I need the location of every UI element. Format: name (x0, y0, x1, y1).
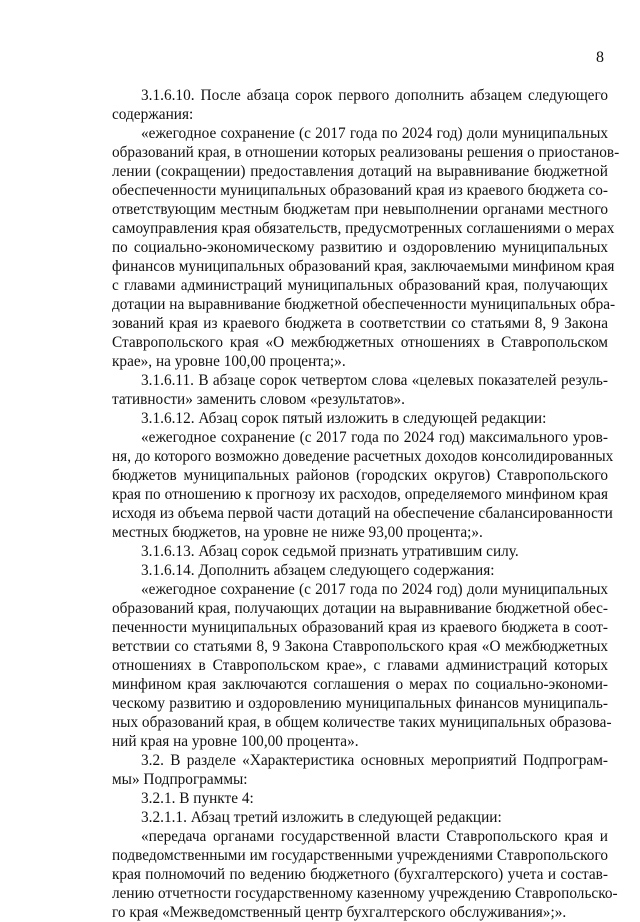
text-line: Ставропольского края «О межбюджетных отношениях в Ставропольском (112, 334, 608, 351)
text-line: лении (сокращении) предоставления дотаций на выравнивание бюджетной (112, 163, 608, 180)
text-line: мы» Подпрограммы: (112, 771, 248, 788)
text-line: «передача органами государственной власти Ставропольского края и (141, 828, 608, 845)
text-line: отношениях в Ставропольском крае», с главами администраций которых (112, 657, 608, 674)
text-line: по социально-экономическому развитию и оздоровлению муниципальных (112, 239, 608, 256)
text-line: «ежегодное сохранение (с 2017 года по 2024 год) максимального уров- (141, 429, 608, 446)
text-line: 3.1.6.13. Абзац сорок седьмой признать утратившим силу. (141, 543, 519, 560)
text-line: крае», на уровне 100,00 процента;». (112, 353, 346, 370)
text-line: ческому развитию и оздоровлению муниципальных финансов муниципаль- (112, 695, 608, 712)
text-line: исходя из объема первой части дотаций на обеспечение сбалансированности (112, 505, 613, 522)
text-line: ний края на уровне 100,00 процента». (112, 733, 359, 750)
text-line: края по отношению к прогнозу их расходов, определяемого минфином края (112, 486, 608, 503)
text-line: го края «Межведомственный центр бухгалтерского обслуживания»;». (112, 904, 567, 921)
text-line: обеспеченности муниципальных образований края из краевого бюджета со- (112, 182, 608, 199)
text-line: 3.2.1. В пункте 4: (141, 790, 254, 807)
text-line: с главами администраций муниципальных образований края, получающих (112, 277, 608, 294)
text-line: 3.2. В разделе «Характеристика основных мероприятий Подпрограм- (141, 752, 608, 769)
text-line: образований края, в отношении которых реализованы решения о приостанов- (112, 144, 620, 161)
text-line: края полномочий по ведению бюджетного (бухгалтерского) учета и состав- (112, 866, 608, 883)
text-line: 3.1.6.10. После абзаца сорок первого дополнить абзацем следующего (141, 87, 608, 104)
text-line: 3.2.1.1. Абзац третий изложить в следующей редакции: (141, 809, 502, 826)
text-line: лению отчетности государственному казенному учреждению Ставропольско- (112, 885, 618, 902)
text-line: «ежегодное сохранение (с 2017 года по 2024 год) доли муниципальных (141, 581, 608, 598)
text-line: бюджетов муниципальных районов (городских округов) Ставропольского (112, 467, 608, 484)
text-line: ных образований края, в общем количестве таких муниципальных образова- (112, 714, 612, 731)
text-line: подведомственными им государственными учреждениями Ставропольского (112, 847, 608, 864)
text-line: самоуправления края обязательств, предусмотренных соглашениями о мерах (112, 220, 615, 237)
text-line: 3.1.6.14. Дополнить абзацем следующего содержания: (141, 562, 495, 579)
text-line: «ежегодное сохранение (с 2017 года по 2024 год) доли муниципальных (141, 125, 608, 142)
text-line: содержания: (112, 106, 194, 123)
text-line: тативности» заменить словом «результатов». (112, 391, 406, 408)
text-line: финансов муниципальных образований края, заключаемыми минфином края (112, 258, 615, 275)
text-line: местных бюджетов, на уровне не ниже 93,00 процента;». (112, 524, 483, 541)
text-line: зований края из краевого бюджета в соответствии со статьями 8, 9 Закона (112, 315, 608, 332)
text-line: минфином края заключаются соглашения о мерах по социально-экономи- (112, 676, 608, 693)
text-line: дотации на выравнивание бюджетной обеспеченности муниципальных обра- (112, 296, 616, 313)
text-line: 3.1.6.12. Абзац сорок пятый изложить в следующей редакции: (141, 410, 547, 427)
document-body (112, 86, 620, 922)
page-number: 8 (596, 49, 604, 66)
text-line: ответствующим местным бюджетам при невыполнении органами местного (112, 201, 608, 218)
text-line: ветствии со статьями 8, 9 Закона Ставропольского края «О межбюджетных (112, 638, 608, 655)
text-line: образований края, получающих дотации на выравнивание бюджетной обес- (112, 600, 608, 617)
text-line: печенности муниципальных образований края из краевого бюджета в соот- (112, 619, 608, 636)
text-line: ня, до которого возможно доведение расчетных доходов консолидированных (112, 448, 614, 465)
text-line: 3.1.6.11. В абзаце сорок четвертом слова «целевых показателей резуль- (141, 372, 608, 389)
